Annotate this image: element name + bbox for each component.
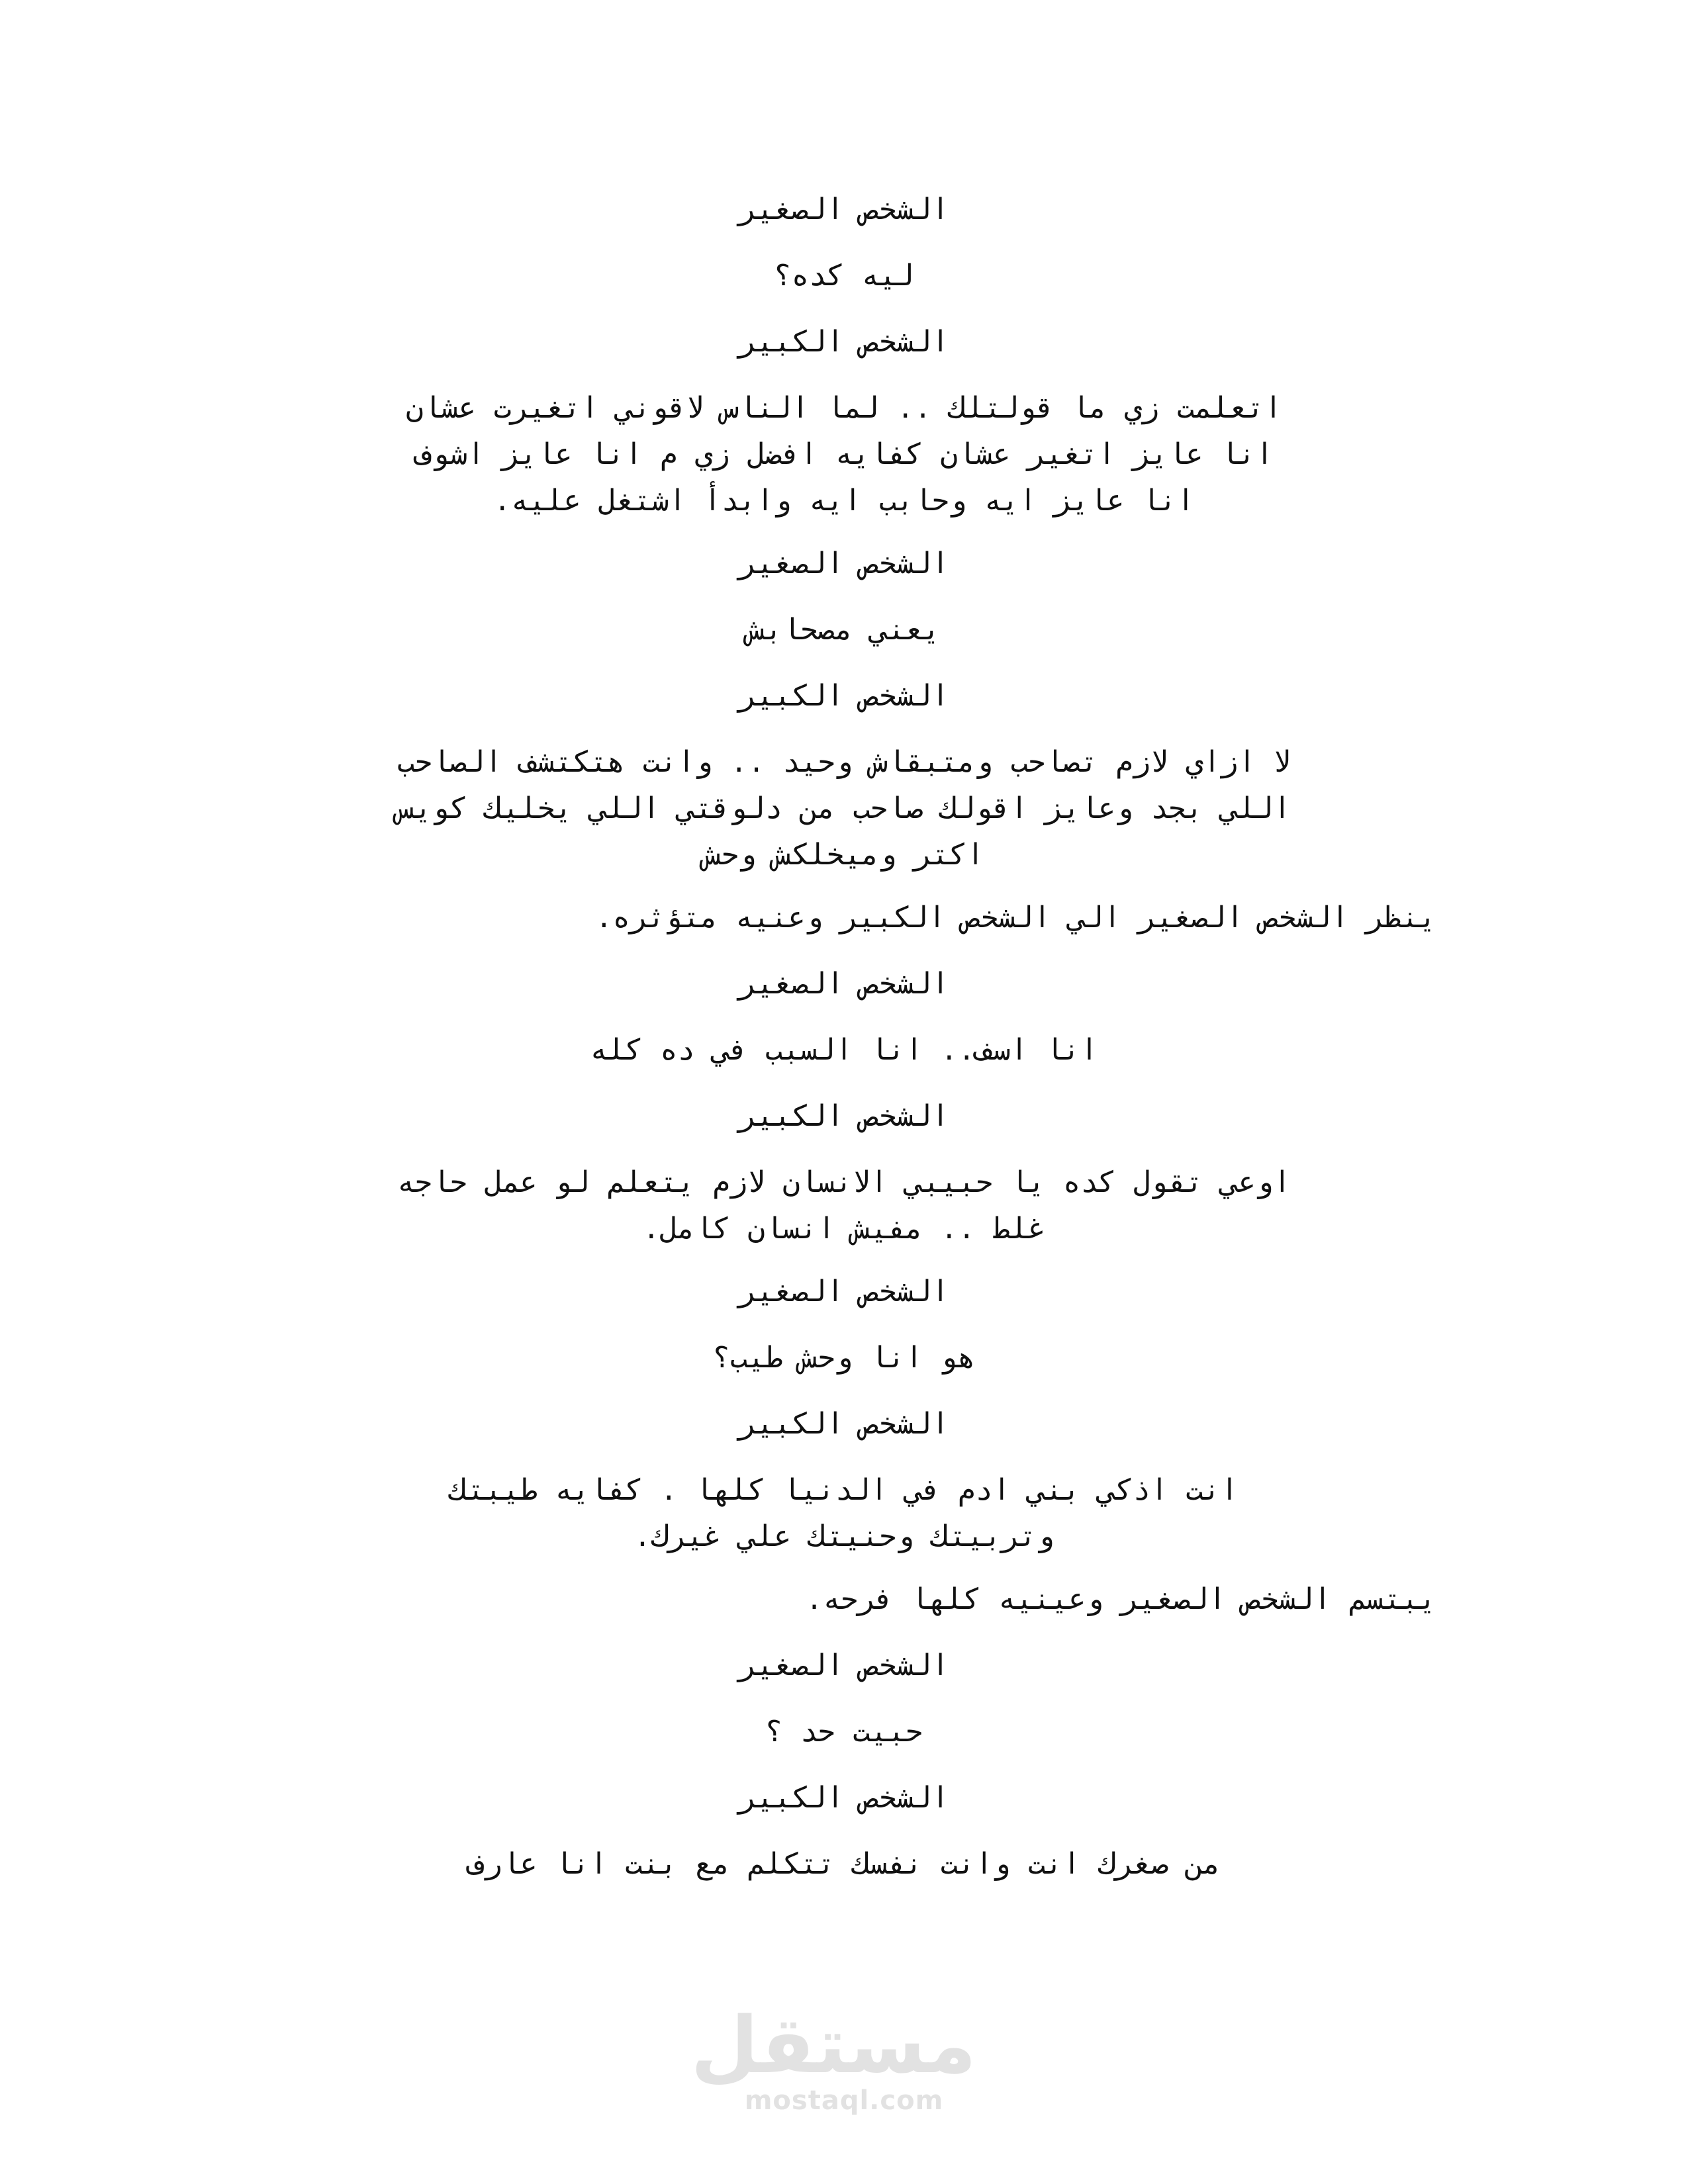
dialogue-line: لا ازاي لازم تصاحب ومتبقاش وحيد .. وانت هتكتشف الصاحب — [397, 748, 1291, 781]
dialogue-line: انا عايز اتغير عشان كفايه افضل زي م انا عايز اشوف — [414, 440, 1274, 473]
character-name: الشخص الصغير — [739, 1277, 949, 1310]
character-name: الشخص الصغير — [739, 970, 949, 1003]
dialogue-line: حبيت حد ؟ — [765, 1717, 923, 1751]
dialogue-line: اتعلمت زي ما قولتلك .. لما الناس لاقوني اتغيرت عشان — [406, 394, 1282, 427]
dialogue-line: يعني مصحابش — [747, 615, 941, 649]
dialogue-line: هو انا وحش طيب؟ — [712, 1343, 976, 1377]
character-name: الشخص الكبير — [739, 1102, 949, 1135]
dialogue-line: اكتر وميخلكش وحش — [704, 841, 984, 874]
action-line: يبتسم الشخص الصغير وعينيه كلها فرحه. — [805, 1585, 1436, 1618]
dialogue-line: انت اذكي بني ادم في الدنيا كلها . كفايه طيبتك — [449, 1476, 1239, 1509]
character-name: الشخص الصغير — [739, 195, 949, 228]
dialogue-line: انا عايز ايه وحابب ايه وابدأ اشتغل عليه. — [493, 486, 1195, 520]
action-line: ينظر الشخص الصغير الي الشخص الكبير وعنيه متؤثره. — [595, 903, 1436, 936]
dialogue-line: من صغرك انت وانت نفسك تتكلم مع بنت انا عارف — [467, 1850, 1221, 1883]
character-name: الشخص الكبير — [739, 328, 949, 361]
dialogue-line: اللي بجد وعايز اقولك صاحب من دلوقتي اللي يخليك كويس — [397, 794, 1291, 827]
dialogue-line: وتربيتك وحنيتك علي غيرك. — [633, 1522, 1055, 1555]
character-name: الشخص الصغير — [739, 549, 949, 582]
dialogue-line: انا اسف.. انا السبب في ده كله — [590, 1036, 1098, 1069]
character-name: الشخص الكبير — [739, 1410, 949, 1443]
character-name: الشخص الكبير — [739, 1784, 949, 1817]
character-name: الشخص الكبير — [739, 682, 949, 715]
dialogue-line: اوعي تقول كده يا حبيبي الانسان لازم يتعلم لو عمل حاجه — [397, 1168, 1291, 1201]
watermark-url: mostaql.com — [744, 2085, 944, 2116]
watermark-logo-text: مستقل — [690, 1999, 976, 2091]
dialogue-line: غلط .. مفيش انسان كامل. — [642, 1214, 1046, 1248]
character-name: الشخص الصغير — [739, 1651, 949, 1684]
mostaql-watermark — [690, 1999, 976, 2116]
dialogue-line: ليه كده؟ — [774, 261, 914, 295]
